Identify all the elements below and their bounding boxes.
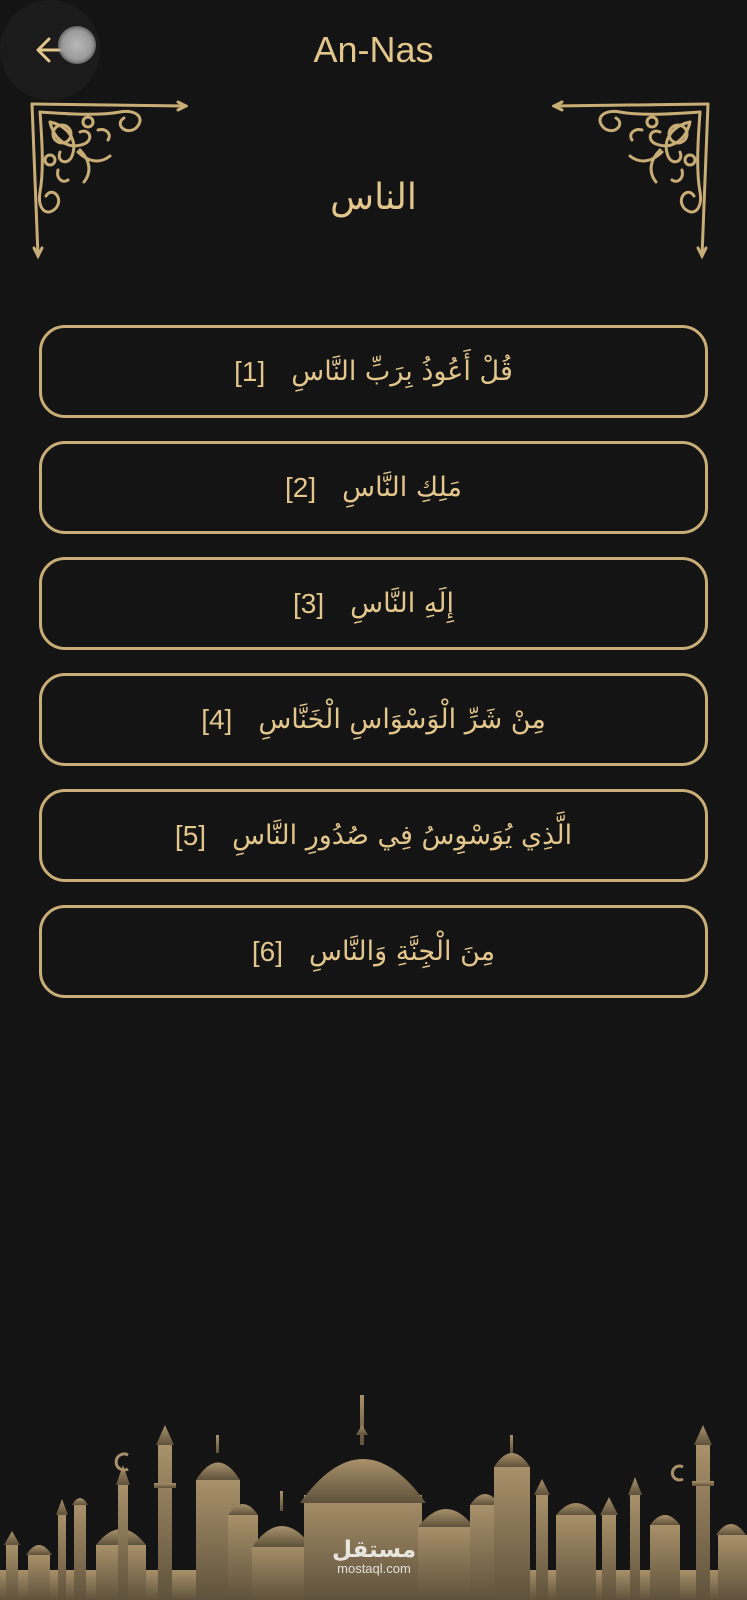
verse-card[interactable]	[39, 905, 708, 998]
verse-number: [2]	[285, 471, 317, 503]
verse-list	[39, 325, 708, 1021]
verse-card[interactable]	[39, 441, 708, 534]
verse-number: [6]	[251, 935, 284, 967]
verse-number: [3]	[293, 587, 325, 619]
verse-card[interactable]	[39, 325, 708, 418]
verse-number: [1]	[234, 355, 266, 387]
verse-card[interactable]	[39, 673, 708, 766]
verse-text: مِنْ شَرِّ الْوَسْوَاسِ الْخَنَّاسِ	[258, 704, 546, 735]
verse-text: إِلَهِ النَّاسِ	[350, 588, 454, 619]
watermark-arabic: مستقل	[331, 1537, 417, 1563]
verse-number: [4]	[201, 703, 233, 735]
verse-card[interactable]	[39, 789, 708, 882]
verse-text: مِنَ الْجِنَّةِ وَالنَّاسِ	[309, 936, 496, 967]
app-bar	[0, 0, 747, 104]
verse-card[interactable]	[39, 557, 708, 650]
verse-text: مَلِكِ النَّاسِ	[342, 472, 462, 503]
verse-text: الَّذِي يُوَسْوِسُ فِي صُدُورِ النَّاسِ	[232, 820, 573, 851]
surah-title: الناس	[330, 177, 417, 218]
verse-number: [5]	[174, 819, 207, 851]
verse-text: قُلْ أَعُوذُ بِرَبِّ النَّاسِ	[291, 356, 513, 387]
page-title: An-Nas	[313, 29, 434, 70]
watermark-latin: mostaql.com	[337, 1561, 411, 1576]
mostaql-watermark	[326, 1538, 422, 1576]
